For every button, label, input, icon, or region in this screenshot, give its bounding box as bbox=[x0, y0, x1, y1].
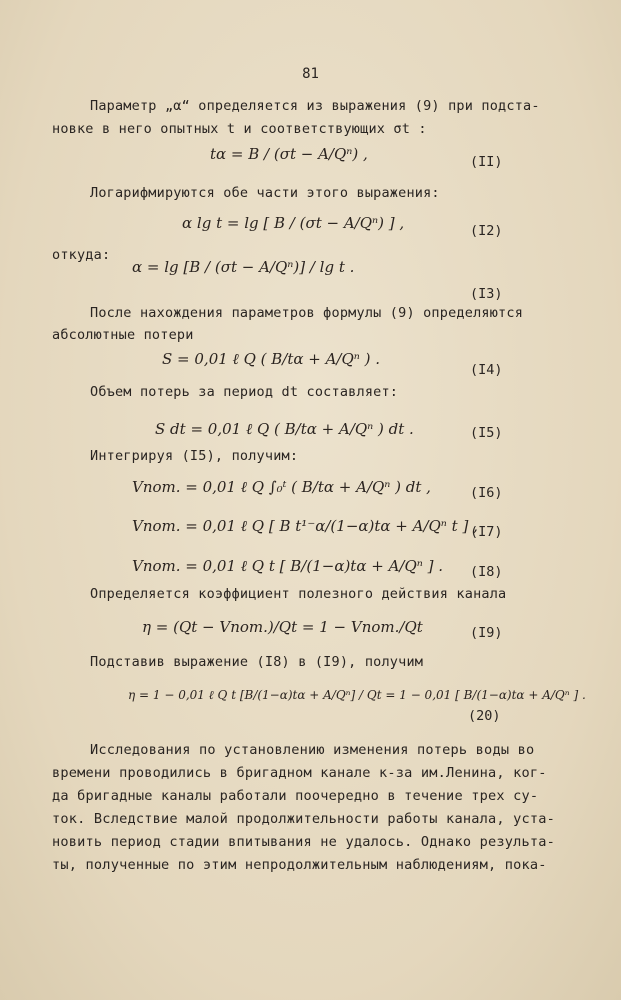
text-line: Объем потерь за период dt составляет: bbox=[90, 384, 399, 400]
text-line: откуда: bbox=[52, 247, 111, 263]
text-line: Логарифмируются обе части этого выражения: bbox=[90, 185, 440, 201]
paragraph-line: времени проводились в бригадном канале к-за им.Ленина, ког- bbox=[52, 765, 547, 781]
paragraph-line: новить период стадии впитывания не удалось. Однако результа- bbox=[52, 834, 556, 850]
formula-15: S dt = 0,01 ℓ Q ( B/tα + A/Qⁿ ) dt . bbox=[155, 420, 414, 438]
formula-18: Vпот. = 0,01 ℓ Q t [ B/(1−α)tα + A/Qⁿ ] . bbox=[132, 557, 443, 575]
paragraph-line: да бригадные каналы работали поочередно в течение трех су- bbox=[52, 788, 539, 804]
equation-number: (I5) bbox=[470, 425, 503, 441]
equation-number: (I2) bbox=[470, 223, 503, 239]
formula-17: Vпот. = 0,01 ℓ Q [ B t¹⁻α/(1−α)tα + A/Qⁿ t ] , bbox=[132, 517, 478, 535]
formula-14: S = 0,01 ℓ Q ( B/tα + A/Qⁿ ) . bbox=[162, 350, 381, 368]
paragraph-line: Параметр „α“ определяется из выражения (9) при подста- bbox=[90, 98, 540, 114]
formula-11: tα = B / (σt − A/Qⁿ) , bbox=[210, 145, 368, 163]
page-number: 81 bbox=[302, 66, 319, 82]
paragraph-line: абсолютные потери bbox=[52, 327, 194, 343]
paragraph-line: После нахождения параметров формулы (9) определяются bbox=[90, 305, 524, 321]
formula-19: η = (Qt − Vпот.)/Qt = 1 − Vпот./Qt bbox=[142, 618, 423, 636]
paragraph-line: ток. Вследствие малой продолжительности работы канала, уста- bbox=[52, 811, 556, 827]
equation-number: (I6) bbox=[470, 485, 503, 501]
formula-13: α = lg [B / (σt − A/Qⁿ)] / lg t . bbox=[132, 258, 355, 276]
formula-12: α lg t = lg [ B / (σt − A/Qⁿ) ] , bbox=[182, 214, 405, 232]
paragraph-line: ты, полученные по этим непродолжительным наблюдениям, пока- bbox=[52, 857, 547, 873]
equation-number: (I4) bbox=[470, 362, 503, 378]
formula-20: η = 1 − 0,01 ℓ Q t [B/(1−α)tα + A/Qⁿ] / Qt = 1 − 0,01 [ B/(1−α)tα + A/Qⁿ ] . bbox=[128, 688, 586, 702]
equation-number: (II) bbox=[470, 154, 503, 170]
equation-number: (I9) bbox=[470, 625, 503, 641]
paragraph-line: новке в него опытных t и соответствующих σt : bbox=[52, 121, 427, 137]
equation-number: (I8) bbox=[470, 564, 503, 580]
text-line: Интегрируя (I5), получим: bbox=[90, 448, 299, 464]
text-line: Подставив выражение (I8) в (I9), получим bbox=[90, 654, 424, 670]
formula-16: Vпот. = 0,01 ℓ Q ∫₀ᵗ ( B/tα + A/Qⁿ ) dt , bbox=[132, 478, 431, 496]
paragraph-line: Исследования по установлению изменения потерь воды во bbox=[90, 742, 535, 758]
equation-number: (I3) bbox=[470, 286, 503, 302]
equation-number: (20) bbox=[468, 708, 501, 724]
text-line: Определяется коэффициент полезного действия канала bbox=[90, 586, 507, 602]
equation-number: (I7) bbox=[470, 524, 503, 540]
